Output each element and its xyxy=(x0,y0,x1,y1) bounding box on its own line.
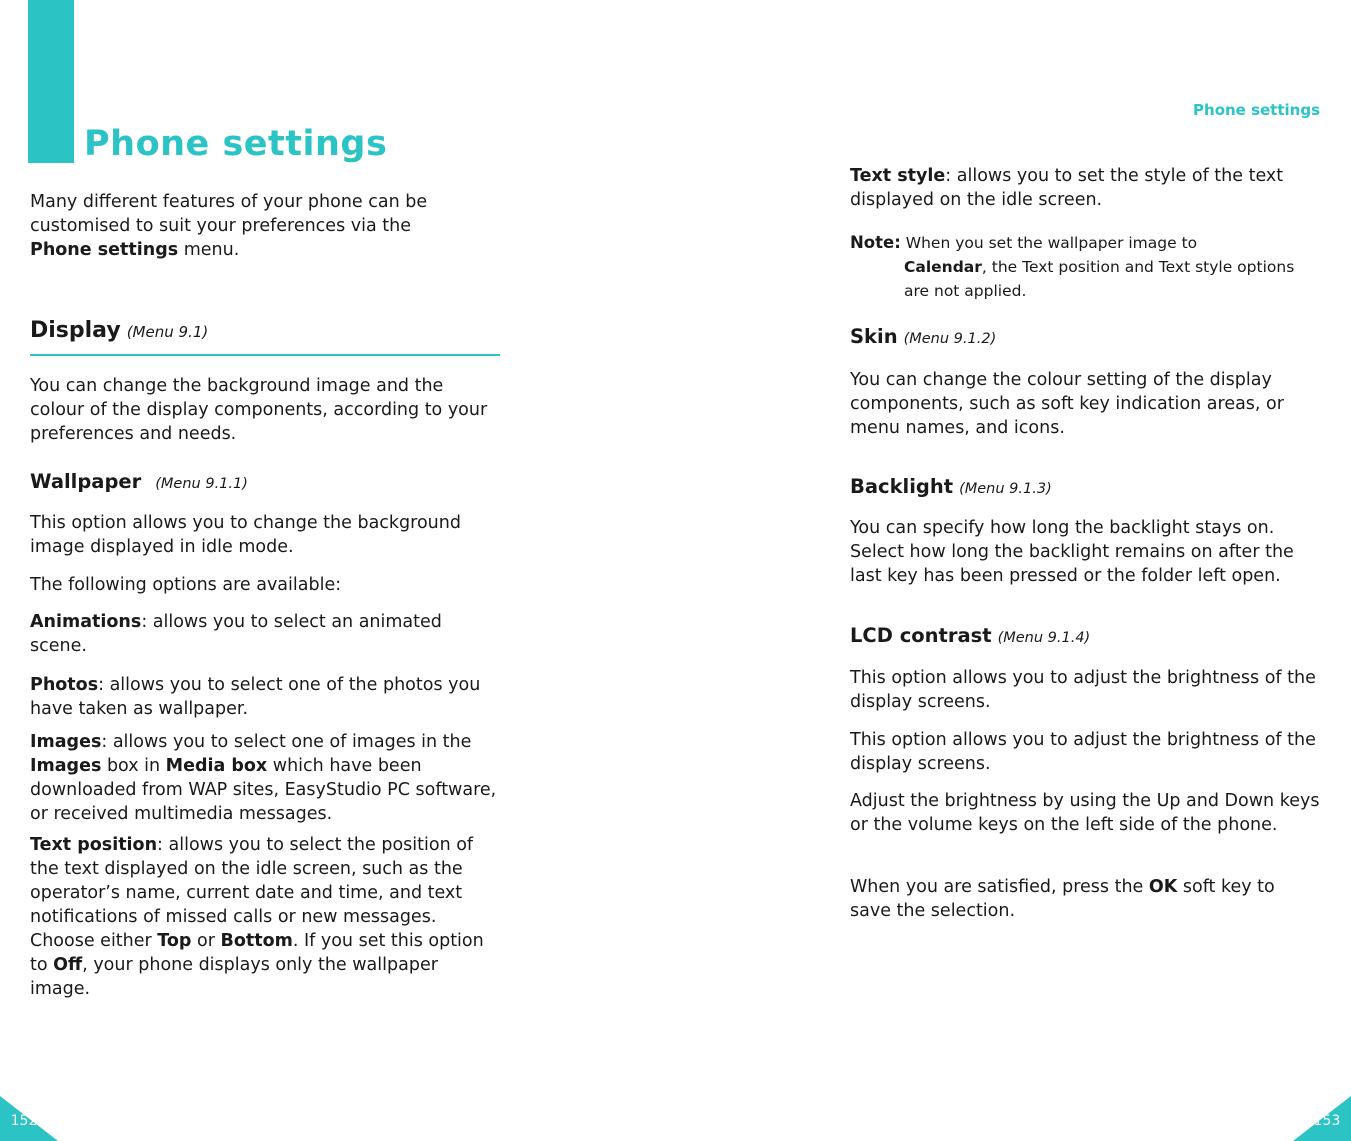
lcd-body-4: When you are satisfied, press the OK soft key to save the selection. xyxy=(850,877,1275,921)
lcd-body-1: This option allows you to adjust the brightness of the display screens. xyxy=(850,668,1316,712)
photos-option: Photos: allows you to select one of the photos you have taken as wallpaper. xyxy=(30,675,481,719)
chapter-accent-bar xyxy=(28,0,74,163)
backlight-body: You can specify how long the backlight stays on. Select how long the backlight remains on after the last key has been pressed or the folder left open. xyxy=(850,518,1294,586)
animations-option: Animations: allows you to select an animated scene. xyxy=(30,612,442,656)
lcd-body-2: This option allows you to adjust the brightness of the display screens. xyxy=(850,730,1316,774)
text-style-option: Text style: allows you to set the style of the text displayed on the idle screen. xyxy=(850,166,1284,210)
page-number-right xyxy=(1293,1096,1351,1141)
lcd-contrast-heading: LCD contrast (Menu 9.1.4) xyxy=(850,624,1091,647)
note-block: Note: When you set the wallpaper image to Calendar, the Text position and Text style options are not applied. xyxy=(850,233,1295,300)
note-label: Note: xyxy=(850,233,901,252)
skin-heading: Skin (Menu 9.1.2) xyxy=(850,325,997,348)
display-section-heading: Display (Menu 9.1) xyxy=(30,318,500,356)
chapter-title: Phone settings xyxy=(84,124,388,164)
intro-paragraph: Many different features of your phone can be customised to suit your preferences via the Phone settings menu. xyxy=(30,192,428,260)
page-number-left xyxy=(0,1096,60,1141)
left-page xyxy=(0,0,675,1141)
backlight-heading: Backlight (Menu 9.1.3) xyxy=(850,475,1052,498)
right-page xyxy=(675,0,1351,1141)
display-body: You can change the background image and the colour of the display components, according to your preferences and needs. xyxy=(30,376,488,444)
page-number-text: 153 xyxy=(1313,1113,1341,1129)
page-number-text: 152 xyxy=(10,1113,38,1129)
text-position-option: Text position: allows you to select the position of the text displayed on the idle screen, such as the operator’s name, current date and time, and text notifications of missed calls or new messages. Choose either Top or Bottom. If you set this option to Off, your phone displays only the wallpaper image. xyxy=(30,835,484,999)
running-head: Phone settings xyxy=(1193,101,1320,119)
options-intro: The following options are available: xyxy=(30,575,342,595)
wallpaper-body: This option allows you to change the background image displayed in idle mode. xyxy=(30,513,461,557)
lcd-body-3: Adjust the brightness by using the Up and Down keys or the volume keys on the left side of the phone. xyxy=(850,791,1320,835)
wallpaper-heading: Wallpaper (Menu 9.1.1) xyxy=(30,470,248,493)
images-option: Images: allows you to select one of images in the Images box in Media box which have been downloaded from WAP sites, EasyStudio PC software, or received multimedia messages. xyxy=(30,732,497,824)
skin-body: You can change the colour setting of the display components, such as soft key indication areas, or menu names, and icons. xyxy=(850,370,1284,438)
